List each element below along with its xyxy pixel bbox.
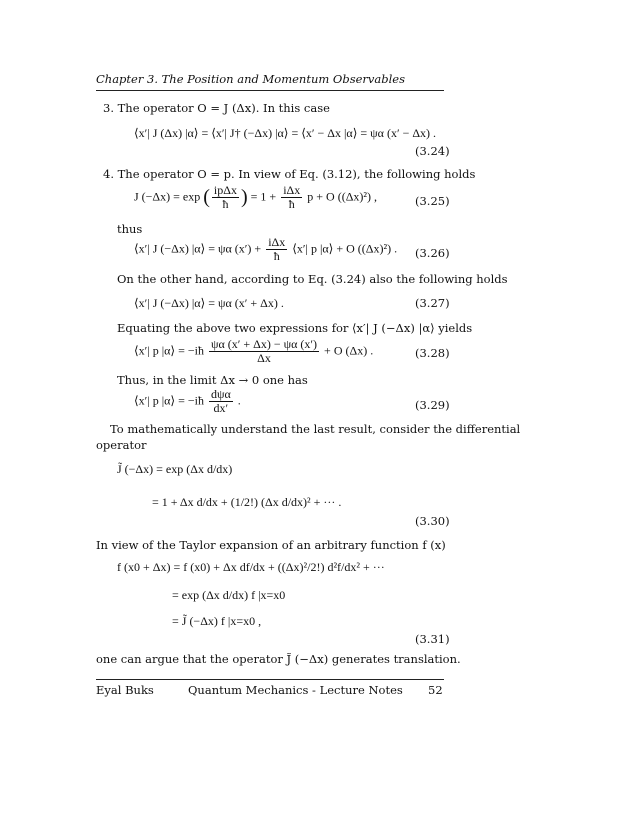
page-number: 52 — [428, 683, 443, 697]
thus-text: thus — [117, 222, 143, 236]
equation-3-31-line-1: f (x0 + Δx) = f (x0) + Δx df/dx + ((Δx)²/2!) d²f/dx² + ··· — [117, 560, 385, 574]
math-understand-text: To mathematically understand the last result, consider the differential — [110, 422, 521, 436]
equation-number: (3.25) — [415, 194, 450, 208]
eq-mid: = 1 + — [250, 189, 277, 204]
footer-author: Eyal Buks — [96, 683, 154, 697]
equation-3-29 — [134, 388, 241, 415]
limit-text: Thus, in the limit Δx → 0 one has — [117, 373, 308, 387]
eq-rhs: . — [237, 393, 241, 408]
taylor-text: In view of the Taylor expansion of an arbitrary function f (x) — [96, 538, 446, 552]
equation-number: (3.27) — [415, 296, 450, 310]
equation-number: (3.26) — [415, 246, 450, 260]
header-rule — [96, 90, 444, 91]
operator-text: operator — [96, 438, 147, 452]
footer-rule — [96, 679, 444, 680]
eq-rhs: p + O ((Δx)²) , — [307, 189, 377, 204]
equation-3-25 — [134, 184, 377, 211]
equation-number: (3.31) — [415, 632, 450, 646]
eq-rhs: ⟨x′| p |α⟩ + O ((Δx)²) . — [292, 241, 398, 256]
footer-title: Quantum Mechanics - Lecture Notes — [188, 683, 403, 697]
fraction: $\frac{\text{iΔx}}{ħ}$ — [283, 183, 301, 211]
equation-3-31-line-3: = J̃ (−Δx) f |x=x0 , — [172, 614, 262, 628]
paren-left: ( — [203, 186, 210, 208]
fraction: $\frac{\text{iΔx}}{ħ}$ — [268, 235, 286, 263]
eq-lhs: ⟨x′| p |α⟩ = −iħ — [134, 343, 204, 358]
equation-3-28 — [134, 338, 373, 365]
paren-right: ) — [240, 186, 248, 208]
eq-lhs: ⟨x′| p |α⟩ = −iħ — [134, 393, 204, 408]
equation-3-26 — [134, 236, 397, 263]
equation-number: (3.29) — [415, 398, 450, 412]
eq-rhs: + O (Δx) . — [324, 343, 374, 358]
item-4-text: 4. The operator O = p. In view of Eq. (3.12), the following holds — [103, 167, 476, 181]
eq-lhs: ⟨x′| J (−Δx) |α⟩ = ψα (x′) + — [134, 241, 262, 256]
equation-3-30-line-2: = 1 + Δx d/dx + (1/2!) (Δx d/dx)² + ··· . — [152, 495, 342, 509]
fraction: $\frac{\psi\alpha (x' + \Delta x) - \psi\alpha (x')}{\Delta x}$ — [210, 337, 318, 365]
conclusion-text: one can argue that the operator J̃ (−Δx) generates translation. — [96, 652, 461, 666]
other-hand-text: On the other hand, according to Eq. (3.24) also the following holds — [117, 272, 508, 286]
equation-number: (3.30) — [415, 514, 450, 528]
equation-3-31-line-2: = exp (Δx d/dx) f |x=x0 — [172, 588, 286, 602]
running-header: Chapter 3. The Position and Momentum Observables — [96, 72, 406, 86]
fraction: $\frac{\text{ipΔx}}{ħ}$ — [213, 183, 237, 211]
eq-lhs: J (−Δx) = exp — [134, 189, 201, 204]
equation-3-30-line-1: J̃ (−Δx) = exp (Δx d/dx) — [117, 462, 233, 476]
equating-text: Equating the above two expressions for ⟨x′| J (−Δx) |α⟩ yields — [117, 321, 473, 335]
fraction: $\frac{\text{dψα}}{dx'}$ — [210, 387, 231, 415]
equation-3-24: ⟨x′| J (Δx) |α⟩ = ⟨x′| J† (−Δx) |α⟩ = ⟨x′ − Δx |α⟩ = ψα (x′ − Δx) . — [134, 126, 437, 140]
equation-number: (3.24) — [415, 144, 450, 158]
item-3-text: 3. The operator O = J (Δx). In this case — [103, 101, 330, 115]
equation-number: (3.28) — [415, 346, 450, 360]
equation-3-27: ⟨x′| J (−Δx) |α⟩ = ψα (x′ + Δx) . — [134, 296, 284, 310]
